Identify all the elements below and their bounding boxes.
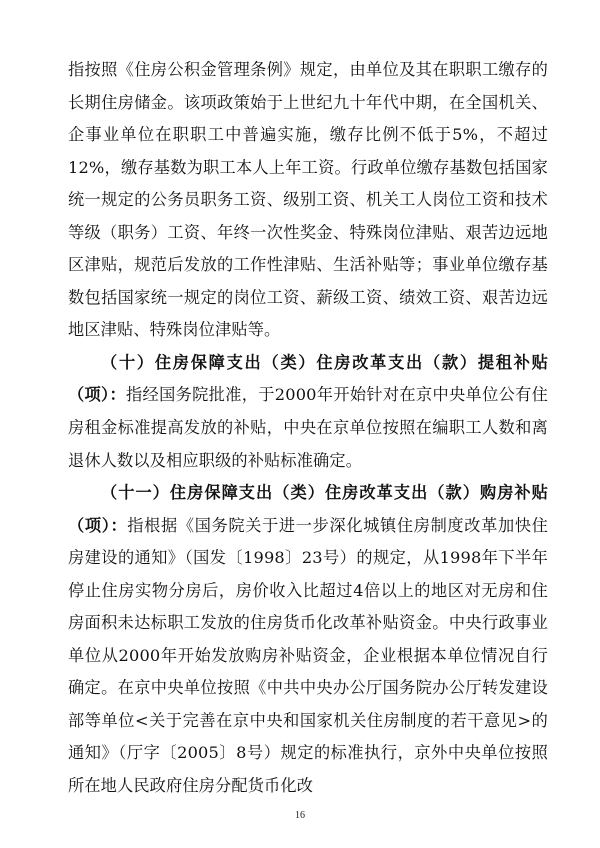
section-heading: （十）住房保障支出（类）住房改革支出（款）提租补贴（项）： [68, 352, 548, 405]
section-body: 指按照《住房公积金管理条例》规定，由单位及其在职职工缴存的长期住房储金。该项政策始于上世纪九十年代中期，在全国机关、企事业单位在职职工中普遍实施，缴存比例不低于5%，不超过12%，缴存基数为职工本人上年工资。行政单位缴存基数包括国家统一规定的公务员职务工资、级别工资、机关工人岗位工资和技术等级（职务）工资、年终一次性奖金、特殊岗位津贴、艰苦边远地区津贴，规范后发放的工作性津贴、生活补贴等；事业单位缴存基数包括国家统一规定的岗位工资、薪级工资、绩效工资、艰苦边远地区津贴、特殊岗位津贴等。 [68, 60, 548, 340]
section-housing-purchase-subsidy [68, 477, 548, 802]
section-body: 指根据《国务院关于进一步深化城镇住房制度改革加快住房建设的通知》（国发〔1998〕23号）的规定，从1998年下半年停止住房实物分房后，房价收入比超过4倍以上的地区对无房和住房面积未达标职工发放的住房货币化改革补贴资金。中央行政事业单位从2000年开始发放购房补贴资金，企业根据本单位情况自行确定。在京中央单位按照《中共中央办公厅国务院办公厅转发建设部等单位<关于完善在京中央和国家机关住房制度的若干意见>的通知》（厅字〔2005〕8号）规定的标准执行，京外中央单位按照所在地人民政府住房分配货币化改 [68, 515, 549, 796]
section-rent-subsidy [68, 347, 548, 477]
section-body: 指经国务院批准，于2000年开始针对在京中央单位公有住房租金标准提高发放的补贴，中央在京单位按照在编职工人数和离退休人数以及相应职级的补贴标准确定。 [68, 385, 549, 470]
section-heading: （十一）住房保障支出（类）住房改革支出（款）购房补贴（项）： [68, 483, 548, 535]
section-provident-fund [68, 54, 548, 347]
page-number: 16 [295, 810, 305, 821]
body-text [68, 54, 548, 803]
